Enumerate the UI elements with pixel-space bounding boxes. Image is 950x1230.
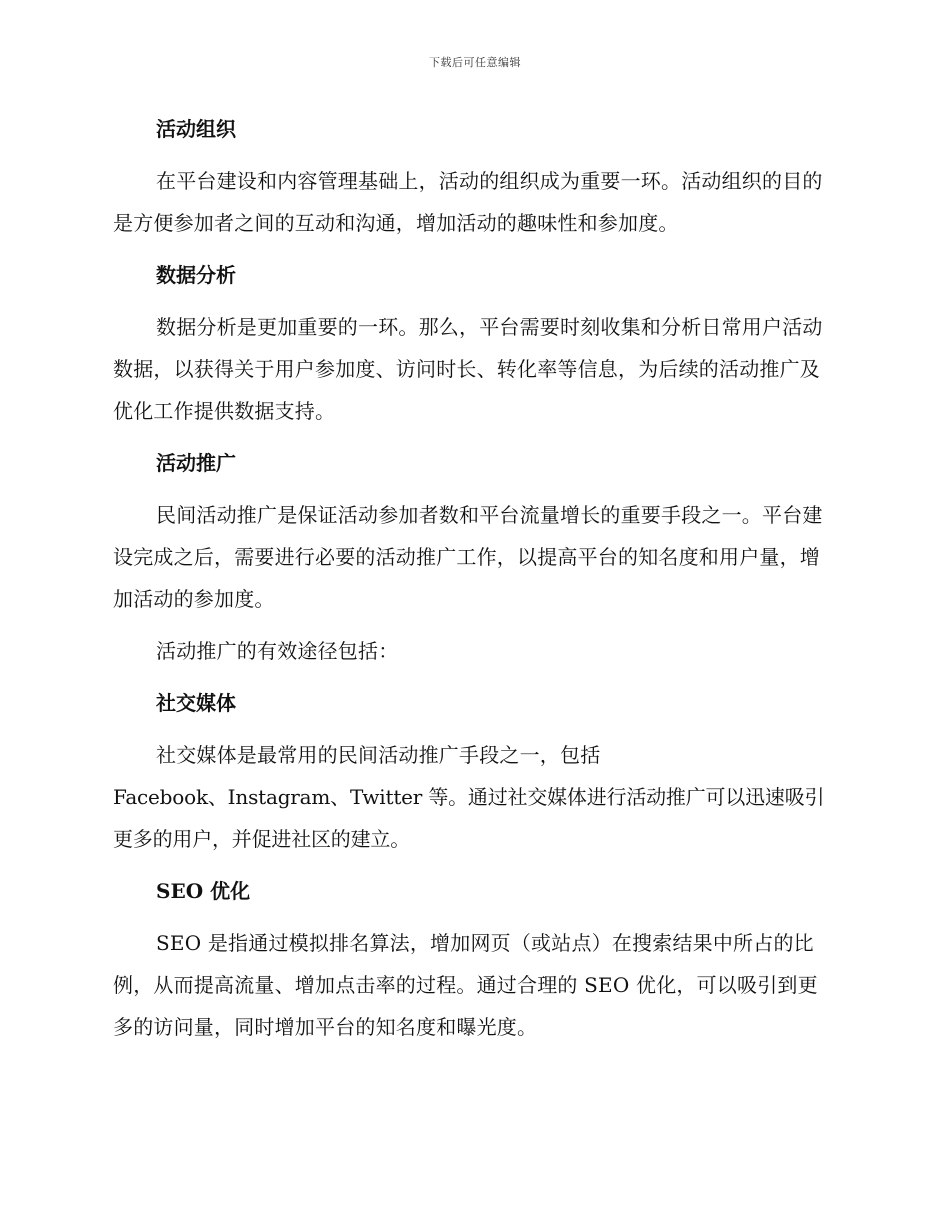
paragraph: 活动推广的有效途径包括： xyxy=(156,639,399,663)
section-heading-social-media: 社交媒体 xyxy=(156,691,236,715)
section-heading-data-analysis: 数据分析 xyxy=(156,263,236,287)
section-heading-activity-organization: 活动组织 xyxy=(156,117,236,141)
paragraph-continued: Facebook、Instagram、Twitter 等。通过社交媒体进行活动推广可以迅速吸引更多的用户，并促进社区的建立。 xyxy=(113,785,825,851)
page-header: 下载后可任意编辑 xyxy=(429,56,521,69)
paragraph: 民间活动推广是保证活动参加者数和平台流量增长的重要手段之一。平台建设完成之后，需要进行必要的活动推广工作，以提高平台的知名度和用户量，增加活动的参加度。 xyxy=(113,503,823,611)
paragraph: 数据分析是更加重要的一环。那么，平台需要时刻收集和分析日常用户活动数据，以获得关于用户参加度、访问时长、转化率等信息，为后续的活动推广及优化工作提供数据支持。 xyxy=(113,315,823,423)
section-heading-seo: SEO 优化 xyxy=(156,879,251,903)
paragraph: SEO 是指通过模拟排名算法，增加网页（或站点）在搜索结果中所占的比例，从而提高流量、增加点击率的过程。通过合理的 SEO 优化，可以吸引到更多的访问量，同时增加平台的知名度和曝光度。 xyxy=(113,931,818,1039)
document-body xyxy=(113,108,837,1058)
paragraph: 在平台建设和内容管理基础上，活动的组织成为重要一环。活动组织的目的是方便参加者之间的互动和沟通，增加活动的趣味性和参加度。 xyxy=(113,169,823,235)
section-heading-activity-promotion: 活动推广 xyxy=(156,451,236,475)
paragraph: 社交媒体是最常用的民间活动推广手段之一，包括 xyxy=(156,743,601,767)
